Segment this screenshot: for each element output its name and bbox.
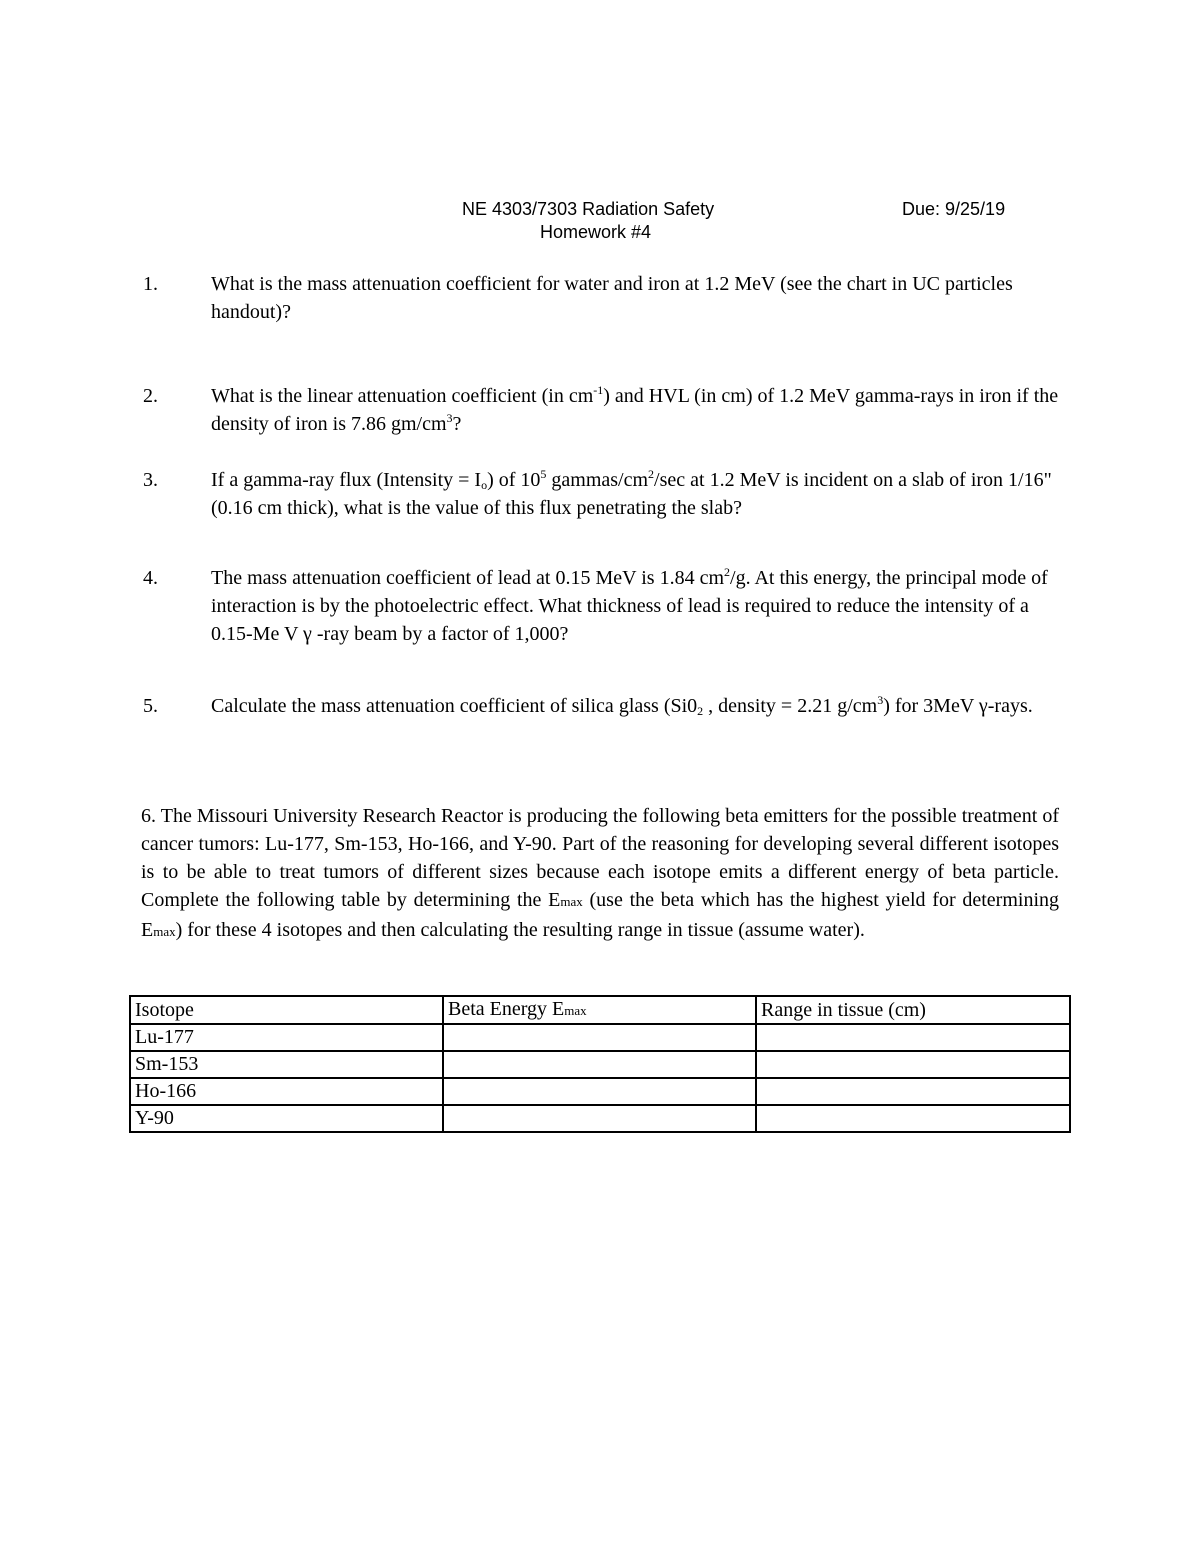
question-5 bbox=[140, 692, 1080, 720]
table-row bbox=[130, 1078, 1070, 1105]
table-header-row bbox=[130, 996, 1070, 1024]
isotope-cell: Sm-153 bbox=[130, 1051, 443, 1078]
question-text: The mass attenuation coefficient of lead at 0.15 MeV is 1.84 $cm^2/g$. At this energy, the principal mode of interaction is by the photoelectric effect. What thickness of lead is required to reduce the intensity of a 0.15-Me V γ -ray beam by a factor of 1,000? bbox=[211, 565, 1048, 645]
isotope-table bbox=[129, 995, 1071, 1133]
table-row bbox=[130, 1105, 1070, 1132]
question-text: Calculate the mass attenuation coefficient of silica glass ($Si0_2$ , density = 2.21 $g/cm^3$) for 3MeV γ-rays. bbox=[211, 693, 1033, 718]
question-number: 2. bbox=[143, 385, 158, 407]
range-cell[interactable] bbox=[756, 1105, 1070, 1132]
energy-cell[interactable] bbox=[443, 1024, 756, 1051]
header-isotope: Isotope bbox=[130, 996, 443, 1024]
homework-title: Homework #4 bbox=[540, 222, 652, 242]
range-cell[interactable] bbox=[756, 1078, 1070, 1105]
range-cell[interactable] bbox=[756, 1051, 1070, 1078]
question-text: What is the mass attenuation coefficient for water and iron at 1.2 MeV (see the chart in UC particles handout)? bbox=[211, 273, 1013, 323]
table-row bbox=[130, 1051, 1070, 1078]
isotope-cell: Y-90 bbox=[130, 1105, 443, 1132]
isotope-cell: Ho-166 bbox=[130, 1078, 443, 1105]
energy-cell[interactable] bbox=[443, 1051, 756, 1078]
question-number: 1. bbox=[143, 273, 158, 295]
question-6: 6. The Missouri University Research Reactor is producing the following beta emitters for the possible treatment of cancer tumors: Lu-177, Sm-153, Ho-166, and Y-90. Part of the reasoning for developing several different isotopes is to be able to treat tumors of different sizes because each isotope emits a different energy of beta particle. Complete the following table by determining the Emax (use the beta which has the highest yield for determining Emax) for these 4 isotopes and then calculating the resulting range in tissue (assume water). bbox=[141, 805, 1059, 941]
question-3 bbox=[140, 466, 1080, 522]
question-1 bbox=[140, 270, 1080, 326]
due-date: Due: 9/25/19 bbox=[902, 199, 1006, 219]
question-number: 5. bbox=[143, 695, 158, 717]
question-text: If a gamma-ray flux (Intensity = $I_o$) of $10^5$ gammas/$cm^2/\sec$ at 1.2 MeV is incident on a slab of iron 1/16" (0.16 cm thick), what is the value of this flux penetrating the slab? bbox=[211, 467, 1052, 519]
header-beta-energy: Beta Energy Emax bbox=[443, 996, 756, 1024]
question-number: 4. bbox=[143, 567, 158, 589]
question-2 bbox=[140, 382, 1080, 438]
course-title: NE 4303/7303 Radiation Safety bbox=[462, 199, 715, 219]
question-text: What is the linear attenuation coefficient (in $cm^{-1}$) and HVL (in cm) of 1.2 MeV gamma-rays in iron if the density of iron is 7.86 $gm/cm^3$? bbox=[211, 383, 1059, 435]
header-range: Range in tissue (cm) bbox=[756, 996, 1070, 1024]
question-4 bbox=[140, 564, 1080, 648]
energy-cell[interactable] bbox=[443, 1078, 756, 1105]
range-cell[interactable] bbox=[756, 1024, 1070, 1051]
isotope-cell: Lu-177 bbox=[130, 1024, 443, 1051]
question-number: 3. bbox=[143, 469, 158, 491]
energy-cell[interactable] bbox=[443, 1105, 756, 1132]
table-row bbox=[130, 1024, 1070, 1051]
